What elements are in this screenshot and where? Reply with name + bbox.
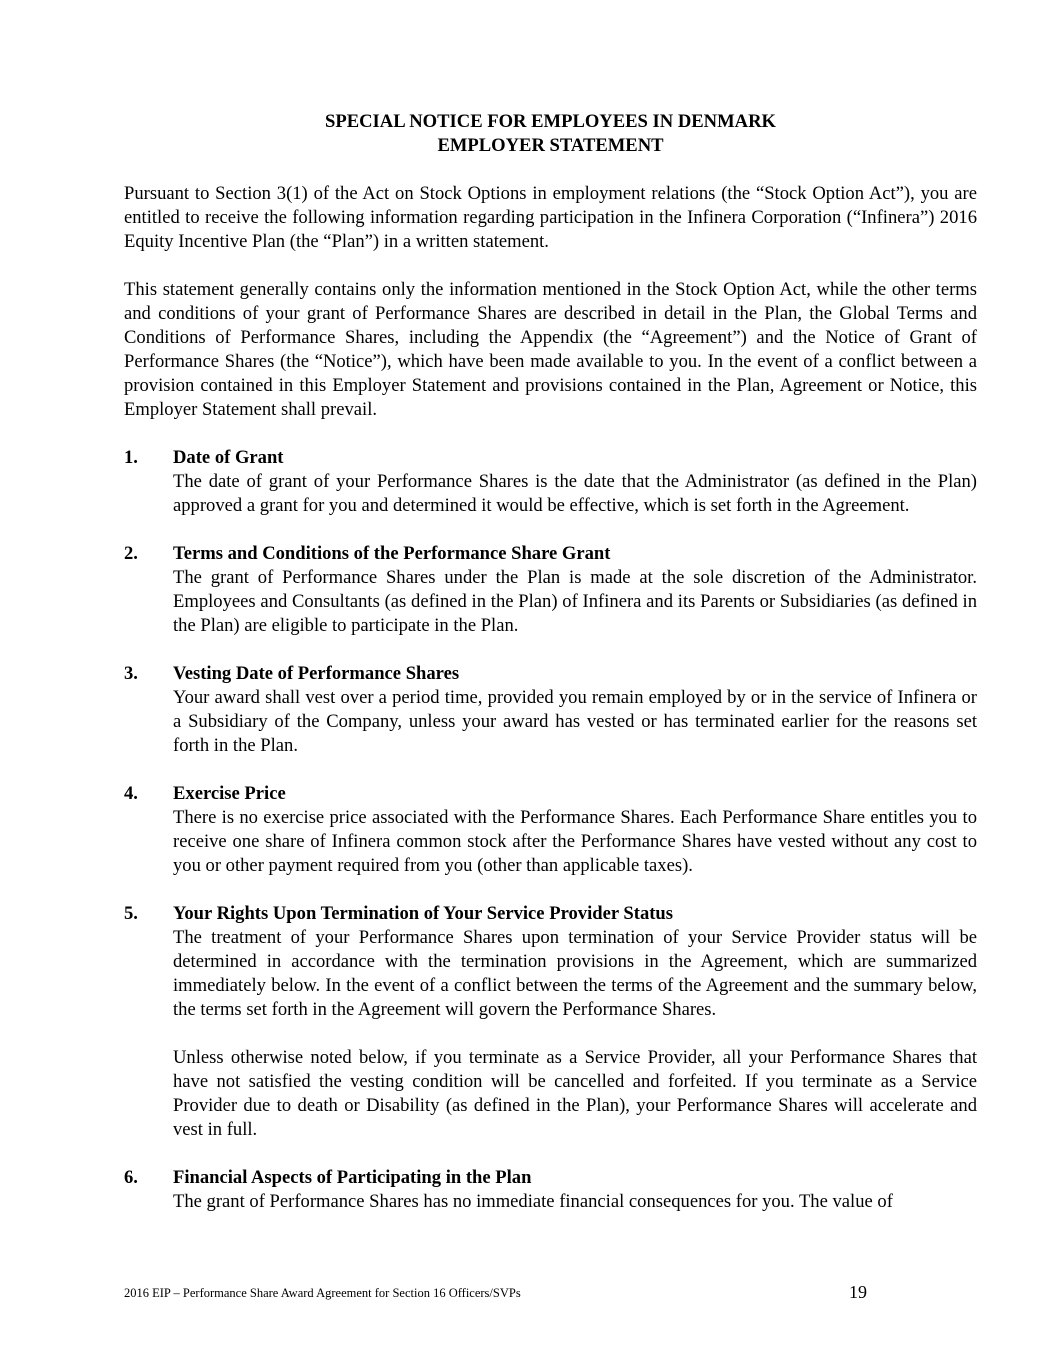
intro-paragraph: Pursuant to Section 3(1) of the Act on Stock Options in employment relations (the “Stock Option Act”), you are entitled to receive the following information regarding participation in the Infinera Corporation (“Infinera”) 2016 Equity Incentive Plan (the “Plan”) in a written statement. — [124, 183, 977, 252]
section-text: Your award shall vest over a period time, provided you remain employed by or in the service of Infinera or a Subsidiary of the Company, unless your award has vested or has terminated earlier for the reasons set forth in the Plan. — [173, 687, 977, 756]
section-financial-aspects — [124, 1166, 977, 1214]
section-title: Your Rights Upon Termination of Your Service Provider Status — [173, 903, 674, 924]
section-title: Terms and Conditions of the Performance Share Grant — [173, 543, 611, 564]
section-text: The grant of Performance Shares under the Plan is made at the sole discretion of the Administrator. Employees and Consultants (as defined in the Plan) of Infinera and its Parents or Subsidiaries (as defined in the Plan) are eligible to participate in the Plan. — [173, 567, 977, 636]
section-number: 4. — [124, 783, 138, 804]
section-title: Financial Aspects of Participating in the Plan — [173, 1167, 532, 1188]
section-text: The grant of Performance Shares has no immediate financial consequences for you. The value of — [173, 1191, 893, 1212]
section-text: There is no exercise price associated with the Performance Shares. Each Performance Share entitles you to receive one share of Infinera common stock after the Performance Shares have vested without any cost to you or other payment required from you (other than applicable taxes). — [173, 807, 977, 876]
section-termination-rights — [124, 902, 977, 1142]
section-vesting-date — [124, 662, 977, 758]
document-subtitle: EMPLOYER STATEMENT — [437, 135, 664, 156]
section-title: Vesting Date of Performance Shares — [173, 663, 460, 684]
section-title: Exercise Price — [173, 783, 286, 804]
document-page — [124, 110, 977, 1214]
section-date-of-grant — [124, 446, 977, 518]
intro-paragraph: This statement generally contains only the information mentioned in the Stock Option Act, while the other terms and conditions of your grant of Performance Shares are described in detail in the Plan, the Global Terms and Conditions of Performance Shares, including the Appendix (the “Agreement”) and the Notice of Grant of Performance Shares (the “Notice”), which have been made available to you. In the event of a conflict between a provision contained in this Employer Statement and provisions contained in the Plan, Agreement or Notice, this Employer Statement shall prevail. — [124, 279, 977, 420]
section-number: 5. — [124, 903, 138, 924]
section-exercise-price — [124, 782, 977, 878]
section-title: Date of Grant — [173, 447, 284, 468]
section-text: The treatment of your Performance Shares upon termination of your Service Provider status will be determined in accordance with the termination provisions in the Agreement, which are summarized immediately below. In the event of a conflict between the terms of the Agreement and the summary below, the terms set forth in the Agreement will govern the Performance Shares. — [173, 927, 977, 1020]
section-number: 2. — [124, 543, 138, 564]
page-footer: 2016 EIP – Performance Share Award Agreement for Section 16 Officers/SVPs — [124, 1286, 521, 1300]
page-number: 19 — [849, 1282, 867, 1302]
section-number: 6. — [124, 1167, 138, 1188]
document-title: SPECIAL NOTICE FOR EMPLOYEES IN DENMARK — [325, 111, 776, 132]
section-number: 1. — [124, 447, 138, 468]
section-text: Unless otherwise noted below, if you terminate as a Service Provider, all your Performance Shares that have not satisfied the vesting condition will be cancelled and forfeited. If you terminate as a Service Provider due to death or Disability (as defined in the Plan), your Performance Shares will accelerate and vest in full. — [173, 1047, 977, 1140]
section-number: 3. — [124, 663, 138, 684]
section-text: The date of grant of your Performance Shares is the date that the Administrator (as defined in the Plan) approved a grant for you and determined it would be effective, which is set forth in the Agreement. — [173, 471, 977, 516]
section-terms-and-conditions — [124, 542, 977, 638]
